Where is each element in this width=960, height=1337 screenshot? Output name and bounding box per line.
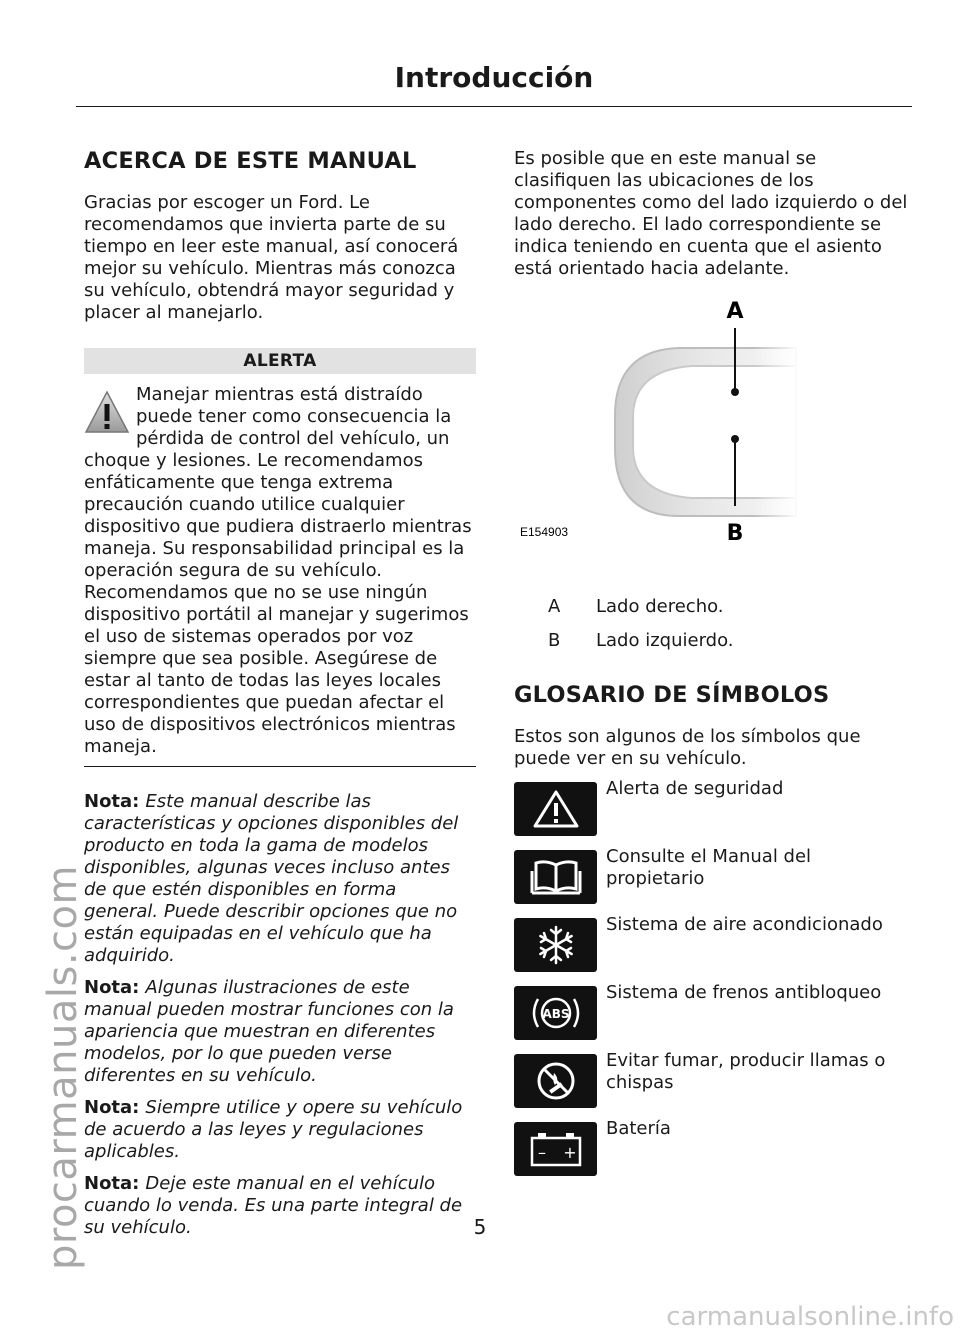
note-text: Deje este manual en el vehículo cuando lo venda. Es una parte integral de su vehículo. (84, 1173, 463, 1238)
note-label: Nota: (84, 1173, 140, 1194)
note-item (84, 977, 476, 1087)
legend-text: Lado derecho. (596, 596, 724, 617)
page-title: Introducción (394, 61, 594, 94)
page-number: 5 (473, 1215, 487, 1239)
left-column (84, 148, 476, 1249)
abs-icon-text: ABS (541, 1007, 570, 1021)
bottom-watermark: carmanualsonline.info (666, 1302, 954, 1332)
alert-box (84, 348, 476, 767)
note-text: Algunas ilustraciones de este manual pueden mostrar funciones con la apariencia que muestran en diferentes modelos, por lo que pueden verse diferentes en su vehículo. (84, 977, 454, 1086)
no-smoking-flame-icon (534, 1059, 578, 1103)
symbol-item (514, 778, 912, 836)
alert-divider (84, 766, 476, 767)
symbol-label: Consulte el Manual del propietario (606, 846, 812, 889)
note-item (84, 791, 476, 967)
note-item (84, 1097, 476, 1163)
legend-key: A (548, 596, 561, 617)
legend-row (514, 596, 912, 618)
callout-dot-a (731, 388, 739, 396)
symbol-label: Sistema de frenos antibloqueo (606, 982, 882, 1003)
symbol-tile (514, 1054, 597, 1108)
figure-code: E154903 (520, 525, 569, 539)
section-heading-symbol-glossary: GLOSARIO DE SÍMBOLOS (514, 682, 830, 708)
note-label: Nota: (84, 977, 140, 998)
owner-manual-book-icon (530, 857, 582, 897)
abs-brake-icon (528, 991, 584, 1035)
symbol-tile (514, 850, 597, 904)
orientation-paragraph: Es posible que en este manual se clasifiquen las ubicaciones de los componentes como del lado izquierdo o del lado derecho. El lado correspondiente se indica teniendo en cuenta que el asiento está orientado hacia adelante. (514, 148, 908, 279)
legend-text: Lado izquierdo. (596, 630, 734, 651)
symbol-list (514, 778, 912, 1176)
side-watermark: procarmanuals.com (40, 865, 86, 1270)
symbol-label: Sistema de aire acondicionado (606, 914, 883, 935)
symbol-label: Alerta de seguridad (606, 778, 784, 799)
symbol-tile (514, 782, 597, 836)
symbol-tile (514, 918, 597, 972)
symbol-item (514, 982, 912, 1040)
alert-body (84, 384, 476, 758)
note-label: Nota: (84, 1097, 140, 1118)
symbol-label: Evitar fumar, producir llamas o chispas (606, 1050, 886, 1093)
symbol-tile (514, 1122, 597, 1176)
figure-legend (514, 596, 912, 652)
warning-triangle-icon (531, 788, 581, 830)
notes-list (84, 791, 476, 1239)
symbol-item (514, 1050, 912, 1108)
section-heading-about-manual: ACERCA DE ESTE MANUAL (84, 148, 417, 174)
air-conditioning-snowflake-icon (534, 923, 578, 967)
legend-row (514, 630, 912, 652)
alert-title: ALERTA (84, 348, 476, 374)
symbol-item (514, 846, 912, 904)
figure-label-b: B (726, 521, 744, 546)
alert-text: Manejar mientras está distraído puede tener como consecuencia la pérdida de control del vehículo, un choque y lesiones. Le recomendamos enfáticamente que tenga extrema precaución cuando utilice cualquier dispositivo que pudiera distraerlo mientras maneja. Su responsabilidad principal es la operación segura de su vehículo. Recomendamos que no se use ningún dispositivo portátil al manejar y sugerimos el uso de sistemas operados por voz siempre que sea posible. Asegúrese de estar al tanto de todas las leyes locales correspondientes que puedan afectar el uso de dispositivos electrónicos mientras maneja. (84, 384, 472, 757)
page-header (76, 58, 912, 107)
figure-label-a: A (726, 299, 744, 324)
battery-plus-text: + (562, 1143, 577, 1162)
vehicle-top-view-illustration (514, 294, 912, 584)
symbol-tile (514, 986, 597, 1040)
legend-key: B (548, 630, 561, 651)
battery-minus-text: – (537, 1143, 546, 1162)
glossary-intro: Estos son algunos de los símbolos que puede ver en su vehículo. (514, 726, 861, 769)
battery-icon (528, 1129, 584, 1169)
note-text: Este manual describe las características y opciones disponibles del producto en toda la gama de modelos disponibles, algunas veces incluso antes de que estén disponibles en forma general. Puede describir opciones que no están equipadas en el vehículo que ha adquirido. (84, 791, 459, 966)
note-text: Siempre utilice y opere su vehículo de acuerdo a las leyes y regulaciones aplicables. (84, 1097, 463, 1162)
symbol-item (514, 914, 912, 972)
right-column (514, 148, 912, 1190)
warning-triangle-icon (84, 388, 130, 438)
note-label: Nota: (84, 791, 140, 812)
vehicle-orientation-figure (514, 294, 912, 584)
intro-paragraph: Gracias por escoger un Ford. Le recomendamos que invierta parte de su tiempo en leer este manual, así conocerá mejor su vehículo. Mientras más conozca su vehículo, obtendrá mayor seguridad y placer al manejarlo. (84, 192, 459, 323)
symbol-item (514, 1118, 912, 1176)
symbol-label: Batería (606, 1118, 671, 1139)
